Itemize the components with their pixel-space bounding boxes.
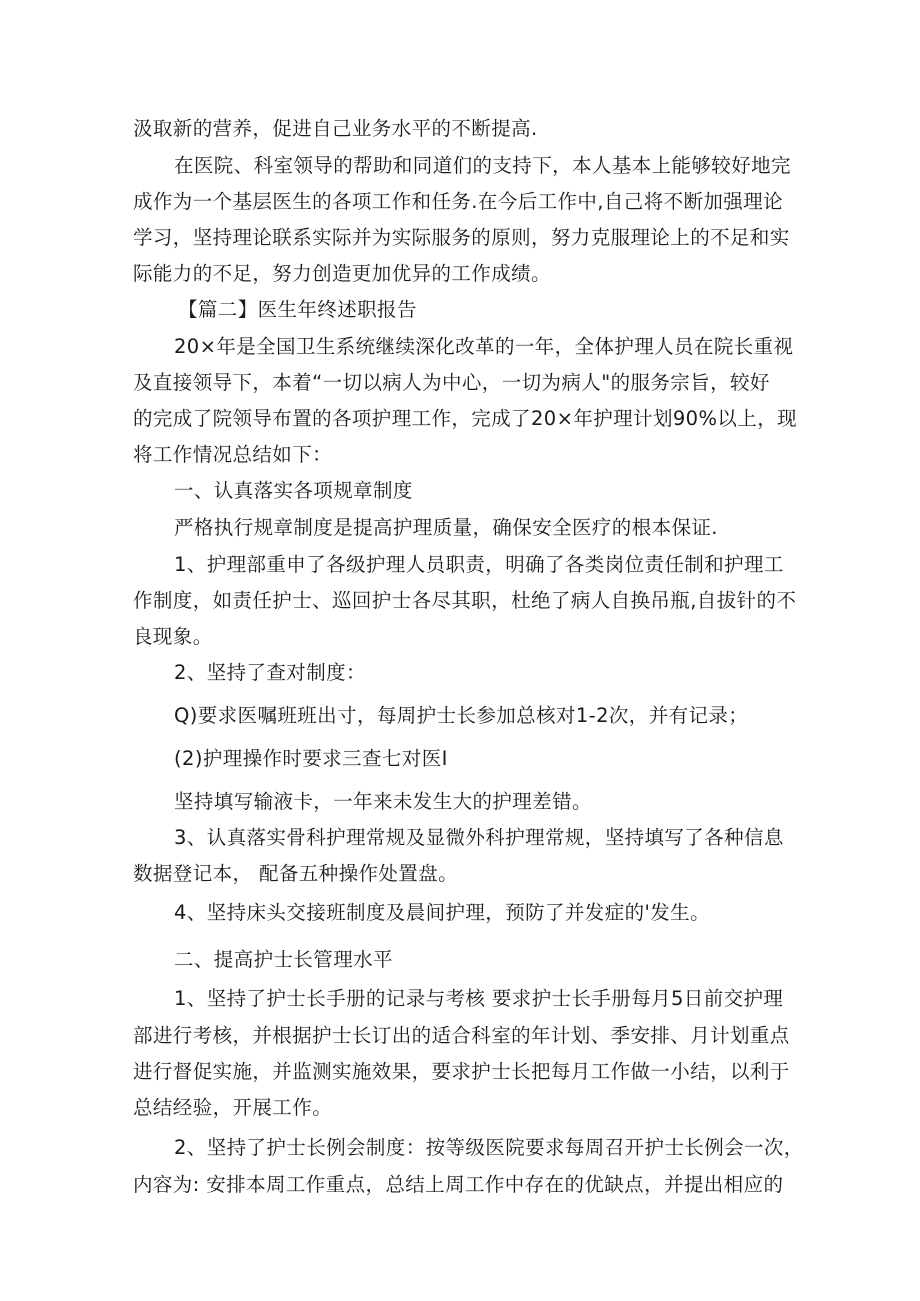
text-line-24: 1、坚持了护士长手册的记录与考核 要求护士长手册每月5日前交护理 (174, 987, 784, 1010)
text-line-21: 数据登记本， 配备五种操作处置盘。 (133, 862, 458, 885)
text-line-17: Q)要求医嘱班班出寸，每周护士长参加总核对1-2次，并有记录； (174, 704, 749, 727)
text-line-7: 20×年是全国卫生系统继续深化改革的一年，全体护理人员在院长重视 (174, 335, 794, 358)
text-line-3: 成作为一个基层医生的各项工作和任务.在今后工作中,自己将不断加强理论 (133, 190, 783, 213)
text-line-2: 在医院、科室领导的帮助和同道们的支持下，本人基本上能够较好地完 (174, 154, 791, 177)
text-line-5: 际能力的不足，努力创造更加优异的工作成绩。 (133, 262, 551, 285)
heading-1: 一、认真落实各项规章制度 (174, 479, 413, 502)
text-line-4: 学习，坚持理论联系实际并为实际服务的原则，努力克服理论上的不足和实 (133, 226, 790, 249)
text-line-25: 部进行考核，并根据护士长订出的适合科室的年计划、季安排、月计划重点 (133, 1024, 790, 1047)
text-line-10: 将工作情况总结如下： (133, 443, 333, 466)
heading-2: 二、提高护士长管理水平 (174, 948, 393, 971)
text-line-27: 总结经验，开展工作。 (133, 1096, 333, 1119)
text-line-8: 及直接领导下，本着“一切以病人为中心，一切为病人"的服务宗旨，较好 (133, 371, 770, 394)
text-line-29: 内容为: 安排本周工作重点，总结上周工作中存在的优缺点，并提出相应的 (133, 1173, 784, 1196)
text-line-12: 严格执行规章制度是提高护理质量，确保安全医疗的根本保证. (174, 516, 718, 539)
text-line-14: 作制度，如责任护士、巡回护士各尽其职，杜绝了病人自换吊瓶,自拔针的不 (133, 589, 797, 612)
text-line-13: 1、护理部重申了各级护理人员职责，明确了各类岗位责任制和护理工 (174, 553, 784, 576)
text-line-28: 2、坚持了护士长例会制度：按等级医院要求每周召开护士长例会一次， (174, 1136, 804, 1159)
text-line-26: 进行督促实施，并监测实施效果，要求护士长把每月工作做一小结，以利于 (133, 1060, 790, 1083)
text-line-22: 4、坚持床头交接班制度及晨间护理，预防了并发症的'发生。 (174, 901, 710, 924)
text-line-16: 2、坚持了查对制度： (174, 661, 366, 684)
text-line-19: 坚持填写输液卡，一年来未发生大的护理差错。 (174, 790, 592, 813)
section-heading-pian-er: 【篇二】医生年终述职报告 (178, 298, 417, 321)
text-line-15: 良现象。 (133, 625, 213, 648)
text-line-20: 3、认真落实骨科护理常规及显微外科护理常规，坚持填写了各种信息 (174, 826, 784, 849)
text-line-18: (2)护理操作时要求三查七对医I (174, 747, 448, 770)
text-line-1: 汲取新的营养，促进自己业务水平的不断提高. (133, 117, 538, 140)
text-line-9: 的完成了院领导布置的各项护理工作，完成了20×年护理计划90%以上，现 (133, 407, 797, 430)
